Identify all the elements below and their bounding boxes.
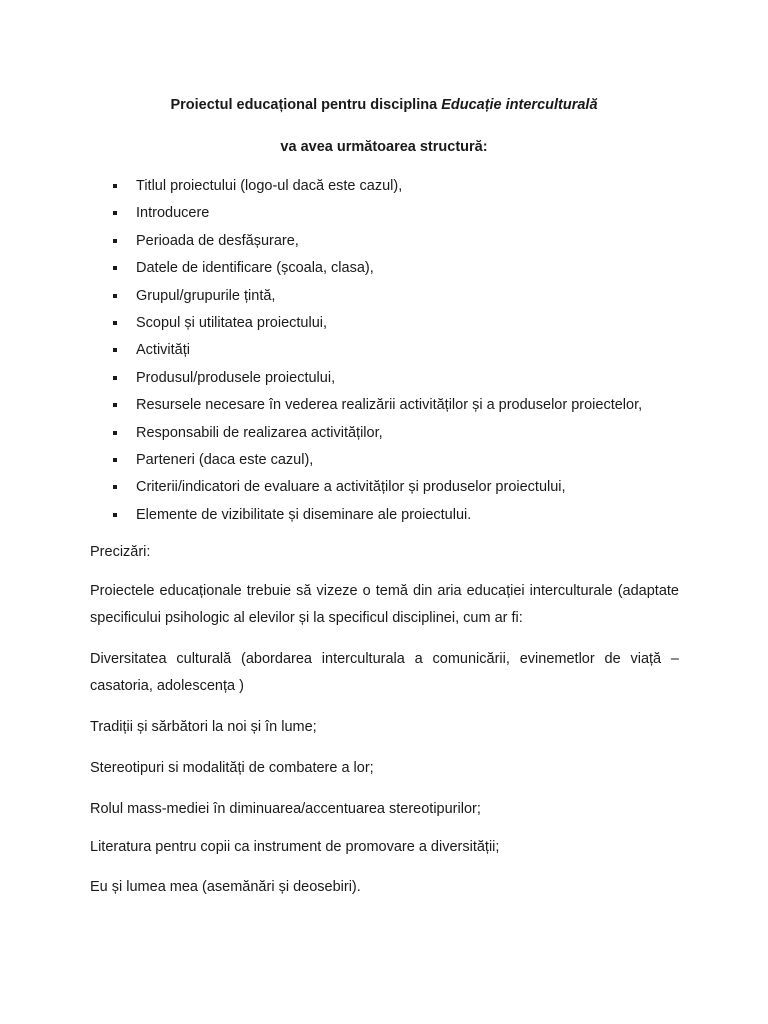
notes-intro: Proiectele educaționale trebuie să vizeze o temă din aria educației interculturale (adaptate specificului psihologic al elevilor și la specificul disciplinei, cum ar fi: [90, 583, 679, 626]
topic-paragraph: Diversitatea culturală (abordarea interculturala a comunicării, evinemetlor de viață – casatoria, adolescența ) [90, 651, 679, 694]
list-item: Scopul și utilitatea proiectului, [112, 314, 642, 341]
list-item: Produsul/produsele proiectului, [112, 369, 642, 396]
list-item: Resursele necesare în vederea realizării activităților și a produselor proiectelor, [112, 396, 642, 423]
topic-paragraph: Tradiții și sărbători la noi și în lume; [90, 719, 317, 735]
list-item: Responsabili de realizarea activităților, [112, 424, 642, 451]
list-item: Criterii/indicatori de evaluare a activităților și produselor proiectului, [112, 478, 642, 505]
notes-heading: Precizări: [90, 544, 151, 560]
list-item: Perioada de desfășurare, [112, 232, 642, 259]
structure-list [112, 177, 642, 533]
list-item: Elemente de vizibilitate și diseminare ale proiectului. [112, 506, 642, 533]
list-item: Titlul proiectului (logo-ul dacă este cazul), [112, 177, 642, 204]
list-item: Parteneri (daca este cazul), [112, 451, 642, 478]
topic-paragraph: Literatura pentru copii ca instrument de promovare a diversității; [90, 839, 500, 855]
list-item: Activități [112, 341, 642, 368]
list-item: Grupul/grupurile țintă, [112, 287, 642, 314]
topic-paragraph: Eu și lumea mea (asemănări și deosebiri). [90, 879, 361, 895]
topic-paragraph: Rolul mass-mediei în diminuarea/accentuarea stereotipurilor; [90, 801, 481, 817]
title-prefix: Proiectul educațional pentru disciplina [170, 97, 442, 113]
title-discipline: Educație interculturală [441, 97, 598, 113]
list-item: Introducere [112, 204, 642, 231]
document-subtitle: va avea următoarea structură: [280, 139, 488, 155]
topic-paragraph: Stereotipuri si modalități de combatere a lor; [90, 760, 374, 776]
list-item: Datele de identificare (școala, clasa), [112, 259, 642, 286]
document-title [0, 96, 768, 114]
